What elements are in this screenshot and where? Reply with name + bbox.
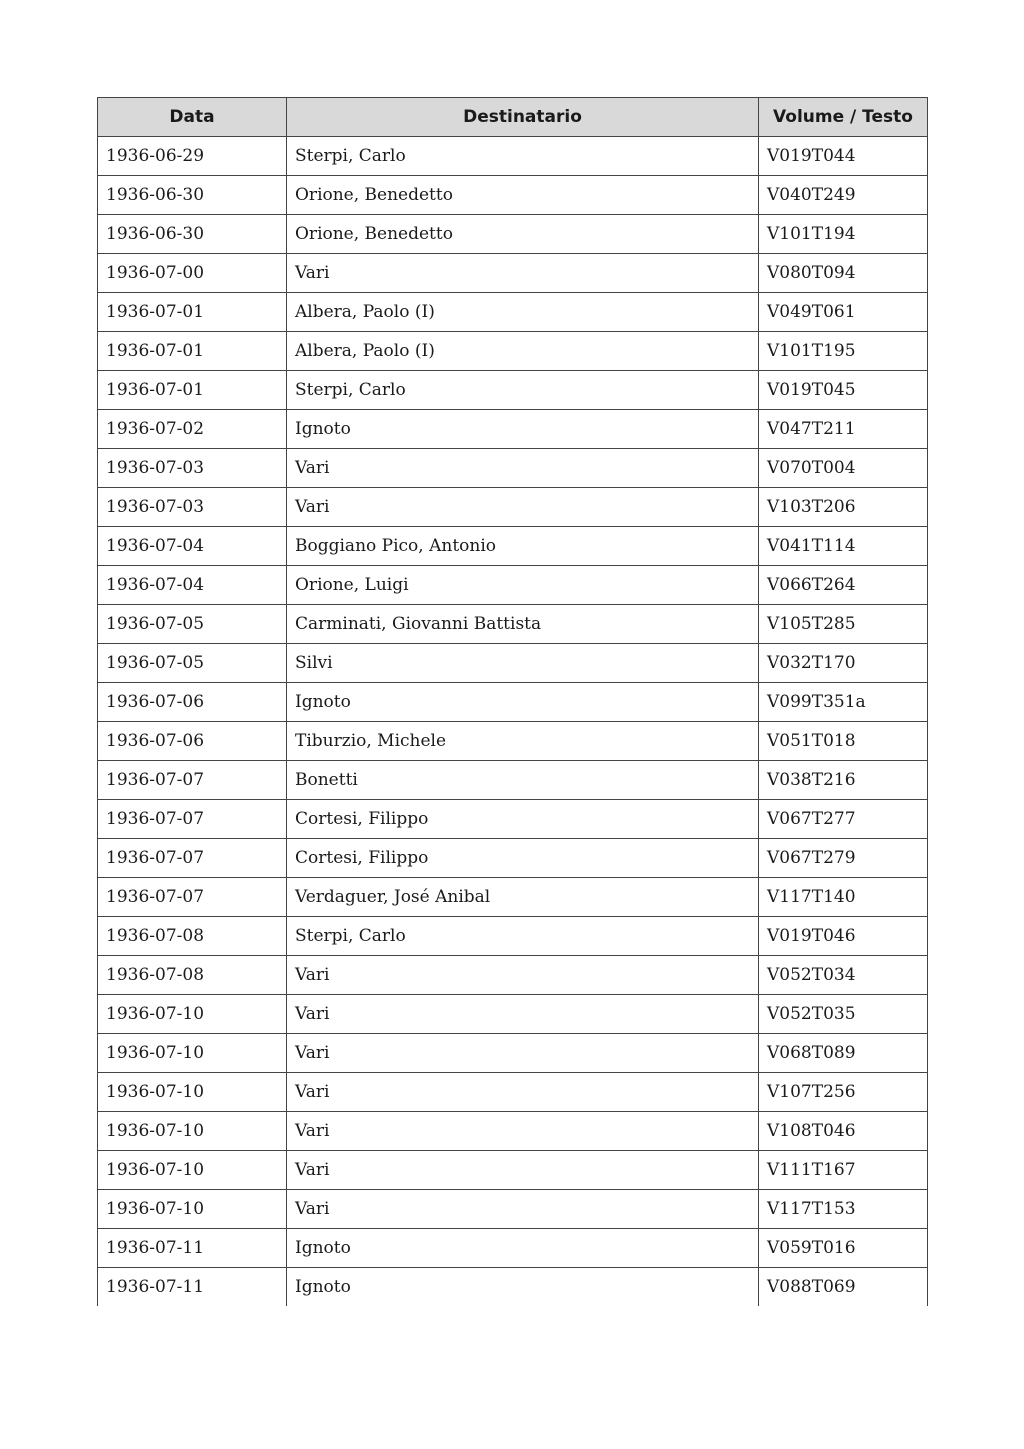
table-row [98,605,928,644]
table-row [98,956,928,995]
cell-recipient: Vari [287,1073,759,1112]
cell-volume-text: V032T170 [759,644,928,683]
cell-recipient: Sterpi, Carlo [287,917,759,956]
cell-recipient: Verdaguer, José Anibal [287,878,759,917]
cell-volume-text: V088T069 [759,1268,928,1307]
cell-volume-text: V066T264 [759,566,928,605]
table-row [98,1268,928,1307]
cell-date: 1936-06-29 [98,137,287,176]
cell-date: 1936-07-06 [98,722,287,761]
table-row [98,644,928,683]
table-row [98,878,928,917]
cell-volume-text: V101T195 [759,332,928,371]
cell-date: 1936-07-01 [98,293,287,332]
table-row [98,215,928,254]
table-row [98,371,928,410]
cell-date: 1936-07-10 [98,1073,287,1112]
cell-recipient: Sterpi, Carlo [287,137,759,176]
cell-recipient: Boggiano Pico, Antonio [287,527,759,566]
cell-recipient: Orione, Luigi [287,566,759,605]
cell-date: 1936-07-10 [98,1190,287,1229]
table-row [98,839,928,878]
cell-recipient: Cortesi, Filippo [287,800,759,839]
cell-volume-text: V103T206 [759,488,928,527]
cell-recipient: Vari [287,1190,759,1229]
cell-date: 1936-07-10 [98,1112,287,1151]
cell-date: 1936-07-05 [98,605,287,644]
cell-volume-text: V019T045 [759,371,928,410]
cell-volume-text: V101T194 [759,215,928,254]
cell-volume-text: V068T089 [759,1034,928,1073]
cell-volume-text: V070T004 [759,449,928,488]
cell-volume-text: V049T061 [759,293,928,332]
cell-recipient: Vari [287,449,759,488]
table-row [98,995,928,1034]
table-row [98,176,928,215]
cell-date: 1936-07-07 [98,761,287,800]
cell-volume-text: V117T153 [759,1190,928,1229]
table-row [98,1034,928,1073]
cell-volume-text: V047T211 [759,410,928,449]
table-row [98,137,928,176]
table-row [98,1073,928,1112]
cell-volume-text: V107T256 [759,1073,928,1112]
cell-volume-text: V040T249 [759,176,928,215]
cell-date: 1936-07-11 [98,1268,287,1307]
cell-date: 1936-07-00 [98,254,287,293]
cell-recipient: Carminati, Giovanni Battista [287,605,759,644]
cell-recipient: Vari [287,1112,759,1151]
cell-recipient: Silvi [287,644,759,683]
cell-date: 1936-07-08 [98,917,287,956]
cell-date: 1936-07-03 [98,449,287,488]
table-row [98,761,928,800]
cell-recipient: Ignoto [287,1229,759,1268]
cell-volume-text: V019T046 [759,917,928,956]
cell-recipient: Bonetti [287,761,759,800]
cell-recipient: Orione, Benedetto [287,176,759,215]
cell-date: 1936-07-01 [98,332,287,371]
cell-volume-text: V117T140 [759,878,928,917]
cell-recipient: Vari [287,1151,759,1190]
table-header-row [98,98,928,137]
cell-recipient: Albera, Paolo (I) [287,332,759,371]
cell-volume-text: V099T351a [759,683,928,722]
cell-recipient: Vari [287,956,759,995]
cell-volume-text: V051T018 [759,722,928,761]
table-row [98,488,928,527]
cell-date: 1936-07-07 [98,878,287,917]
cell-volume-text: V067T277 [759,800,928,839]
table-row [98,683,928,722]
cell-recipient: Vari [287,488,759,527]
cell-volume-text: V111T167 [759,1151,928,1190]
cell-date: 1936-07-04 [98,566,287,605]
table-row [98,800,928,839]
table-row [98,917,928,956]
cell-volume-text: V041T114 [759,527,928,566]
table-row [98,722,928,761]
cell-volume-text: V038T216 [759,761,928,800]
cell-recipient: Sterpi, Carlo [287,371,759,410]
cell-date: 1936-06-30 [98,176,287,215]
header-date: Data [98,98,287,137]
cell-volume-text: V052T034 [759,956,928,995]
table-body [98,137,928,1307]
cell-date: 1936-07-11 [98,1229,287,1268]
cell-volume-text: V108T046 [759,1112,928,1151]
header-volume-text: Volume / Testo [759,98,928,137]
table-row [98,566,928,605]
table-row [98,1112,928,1151]
cell-recipient: Orione, Benedetto [287,215,759,254]
table-row [98,254,928,293]
cell-recipient: Tiburzio, Michele [287,722,759,761]
table-row [98,527,928,566]
cell-date: 1936-07-02 [98,410,287,449]
table-row [98,410,928,449]
cell-recipient: Cortesi, Filippo [287,839,759,878]
cell-date: 1936-07-10 [98,1151,287,1190]
cell-volume-text: V052T035 [759,995,928,1034]
letters-index-table [97,97,928,1306]
cell-recipient: Vari [287,1034,759,1073]
header-recipient: Destinatario [287,98,759,137]
cell-recipient: Ignoto [287,410,759,449]
cell-date: 1936-07-03 [98,488,287,527]
table-row [98,1229,928,1268]
cell-date: 1936-06-30 [98,215,287,254]
cell-recipient: Ignoto [287,683,759,722]
table-row [98,1151,928,1190]
cell-date: 1936-07-05 [98,644,287,683]
cell-volume-text: V105T285 [759,605,928,644]
cell-date: 1936-07-04 [98,527,287,566]
cell-volume-text: V019T044 [759,137,928,176]
table-row [98,1190,928,1229]
cell-date: 1936-07-07 [98,839,287,878]
cell-date: 1936-07-07 [98,800,287,839]
table-row [98,293,928,332]
cell-date: 1936-07-10 [98,1034,287,1073]
cell-recipient: Vari [287,254,759,293]
cell-date: 1936-07-08 [98,956,287,995]
cell-volume-text: V067T279 [759,839,928,878]
cell-date: 1936-07-01 [98,371,287,410]
cell-recipient: Ignoto [287,1268,759,1307]
cell-volume-text: V080T094 [759,254,928,293]
table-row [98,449,928,488]
cell-recipient: Albera, Paolo (I) [287,293,759,332]
cell-date: 1936-07-06 [98,683,287,722]
cell-volume-text: V059T016 [759,1229,928,1268]
cell-recipient: Vari [287,995,759,1034]
table-row [98,332,928,371]
cell-date: 1936-07-10 [98,995,287,1034]
